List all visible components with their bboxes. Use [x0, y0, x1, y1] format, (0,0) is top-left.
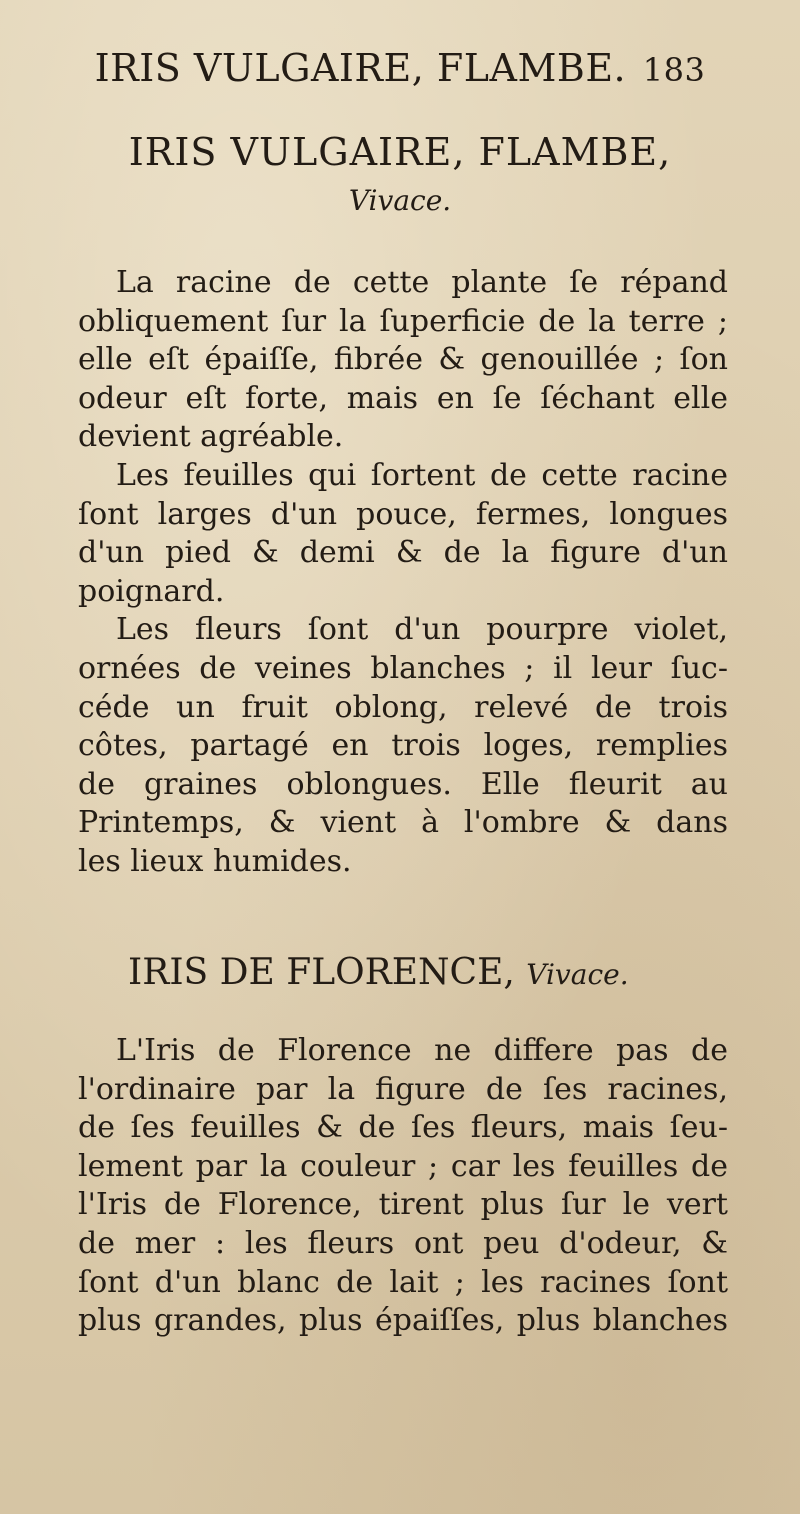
text-line: lement par la couleur ; car les feuilles de: [78, 1148, 728, 1184]
entry-subtitle-vivace: Vivace.: [526, 958, 629, 991]
text-line: Les feuilles qui ſortent de cette racine: [116, 457, 728, 493]
text-line: les lieux humides.: [78, 843, 352, 879]
entry-body-iris-vulgaire: [78, 264, 728, 882]
text-line: Printemps, & vient à l'ombre & dans: [78, 805, 728, 841]
text-line: poignard.: [78, 573, 225, 609]
text-line: L'Iris de Florence ne differe pas de: [116, 1033, 728, 1068]
text-line: ſont larges d'un pouce, fermes, longues: [78, 496, 728, 532]
page-number: 183: [642, 51, 706, 89]
text-line: de ſes feuilles & de ſes fleurs, mais ſeu-: [78, 1110, 728, 1146]
text-line: odeur eſt forte, mais en ſe ſéchant elle: [78, 380, 728, 416]
text-line: plus grandes, plus épaiſſes, plus blanches: [78, 1303, 728, 1339]
entry-subtitle-vivace: Vivace.: [348, 184, 452, 217]
running-title: IRIS VULGAIRE, FLAMBE.: [94, 46, 627, 90]
text-line: de graines oblongues. Elle fleurit au: [78, 766, 728, 802]
text-line: côtes, partagé en trois loges, remplies: [78, 728, 728, 764]
text-line: céde un fruit oblong, relevé de trois: [78, 689, 728, 725]
text-line: obliquement ſur la ſuperficie de la terre ;: [78, 303, 728, 339]
entry-heading-iris-de-florence: [128, 952, 629, 993]
text-line: l'ordinaire par la figure de ſes racines,: [78, 1071, 728, 1107]
text-line: devient agréable.: [78, 419, 344, 455]
text-line: ſont d'un blanc de lait ; les racines ſont: [78, 1264, 728, 1300]
entry-body-iris-de-florence: [78, 1032, 728, 1341]
text-line: l'Iris de Florence, tirent plus ſur le vert: [78, 1187, 728, 1223]
running-header: [0, 46, 800, 90]
text-line: elle eſt épaiſſe, fibrée & genouillée ; ſon: [78, 342, 728, 378]
text-line: Les fleurs ſont d'un pourpre violet,: [116, 612, 728, 648]
text-line: de mer : les fleurs ont peu d'odeur, &: [78, 1225, 728, 1261]
text-line: d'un pied & demi & de la figure d'un: [78, 535, 728, 571]
text-line: La racine de cette plante ſe répand: [116, 265, 728, 300]
text-line: ornées de veines blanches ; il leur ſuc-: [78, 650, 728, 686]
entry-title-iris-vulgaire: IRIS VULGAIRE, FLAMBE,: [128, 130, 672, 174]
entry-title-iris-de-florence: IRIS DE FLORENCE,: [128, 952, 515, 993]
